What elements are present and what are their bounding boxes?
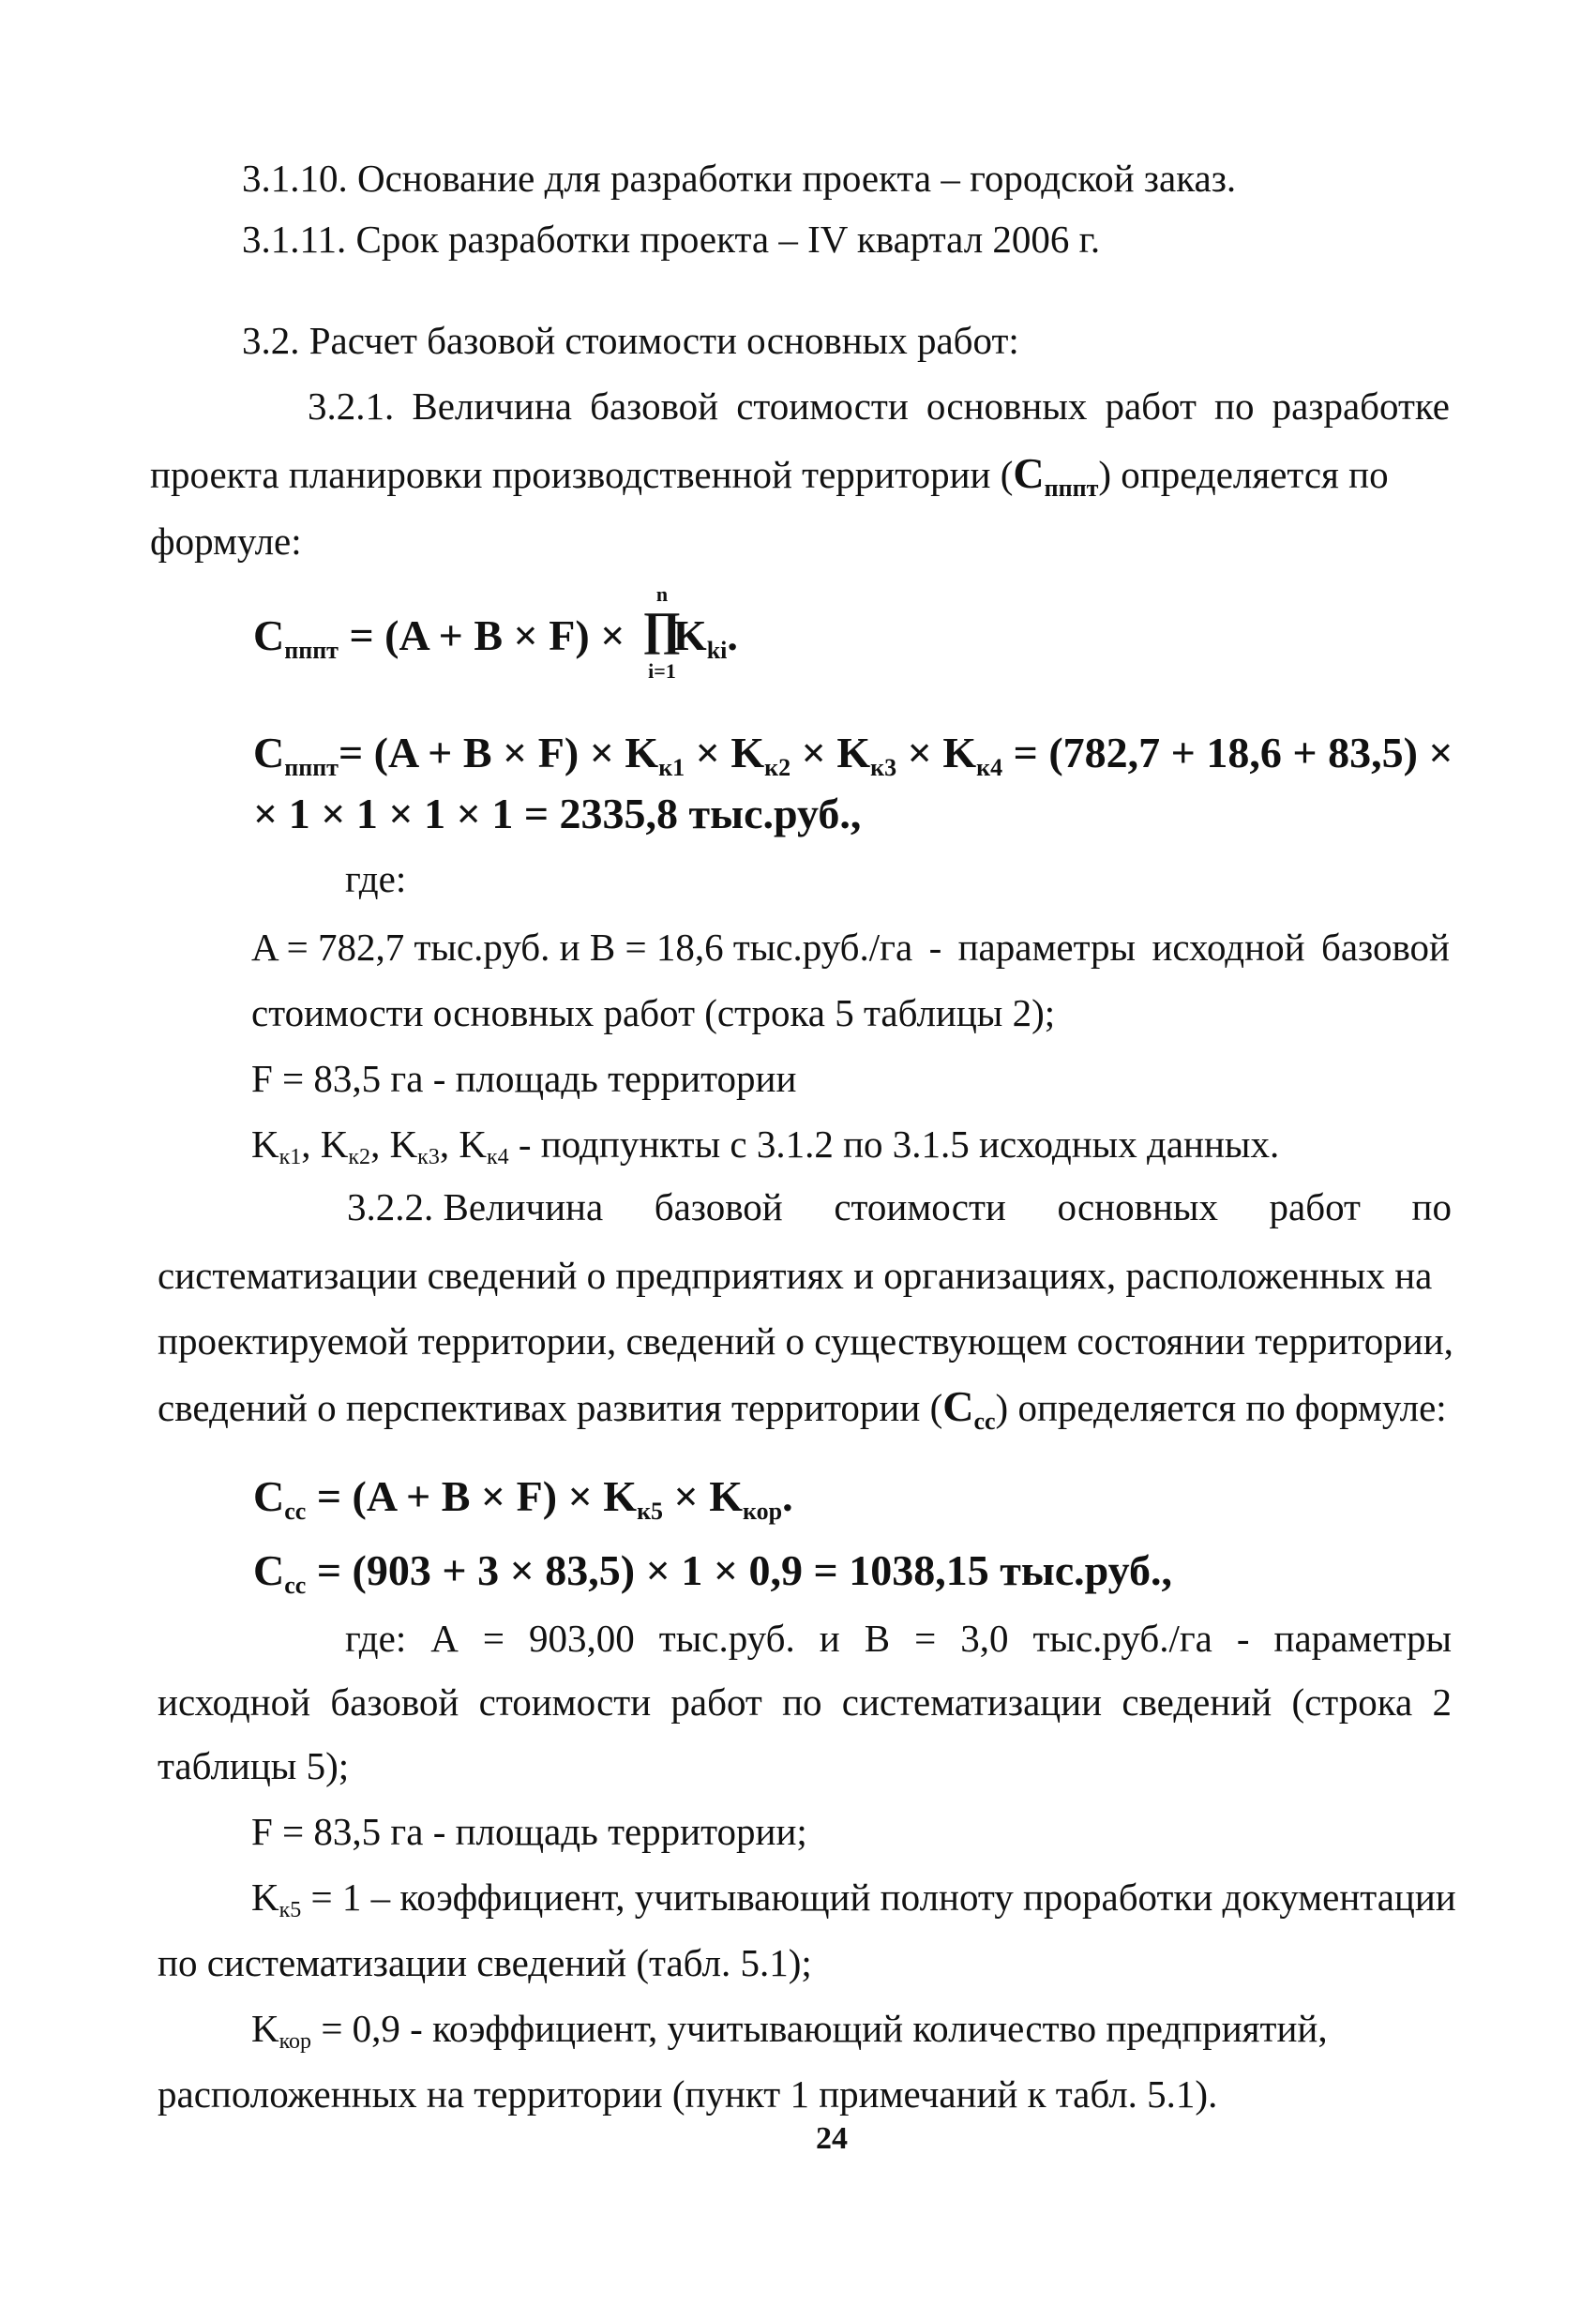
formula-4-expression: = (903 + 3 × 83,5) × 1 × 0,9 = 1038,15 тыс.руб., [306, 1546, 1173, 1594]
definition-a-b-2-line2 [158, 1679, 1452, 1725]
word: базовой [590, 384, 719, 428]
item-3-1-10: 3.1.10. Основание для разработки проекта – городской заказ. [242, 157, 1237, 200]
text: ) определяется по [1098, 453, 1389, 496]
word: по [1411, 1185, 1452, 1228]
definition-k5-line2: по систематизации сведений (табл. 5.1); [158, 1941, 812, 1984]
formula-2-line2: × 1 × 1 × 1 × 1 = 2335,8 тыс.руб., [253, 790, 862, 837]
word: базовой [654, 1185, 783, 1228]
subscript-k5: к5 [279, 1898, 302, 1922]
subscript-k4: к4 [486, 1145, 509, 1169]
definition-kkor-line2: расположенных на территории (пункт 1 примечаний к табл. 5.1). [158, 2072, 1218, 2116]
word: работ [670, 1680, 762, 1724]
subscript-k1: к1 [658, 754, 685, 781]
word: = [914, 1617, 937, 1660]
symbol-k: K [251, 2007, 279, 2050]
formula-2-line1 [253, 727, 1453, 779]
subscript-kor: кор [743, 1498, 783, 1525]
text: сведений о перспективах развития территории ( [158, 1386, 943, 1429]
word: базовой [1320, 926, 1450, 969]
subscript-k2: к2 [348, 1145, 371, 1169]
symbol-k: K [709, 1472, 744, 1520]
definition-k5-line1 [251, 1874, 1456, 1921]
paragraph-3-2-1-line2 [150, 449, 1389, 502]
text: ) определяется по формуле: [995, 1386, 1447, 1429]
symbol-k: K [389, 1122, 418, 1166]
symbol-k: K [672, 611, 707, 659]
definition-kkor-line1 [251, 2005, 1328, 2052]
word: и [819, 1617, 840, 1660]
formula-1-expression: = (A + B × F) × [338, 611, 636, 659]
definition-f-2: F = 83,5 га - площадь территории; [251, 1810, 807, 1853]
paragraph-3-2-2-line4 [158, 1382, 1447, 1435]
paragraph-3-2-2-line2: систематизации сведений о предприятиях и организациях, расположенных на [158, 1254, 1433, 1297]
subscript-pppt: пппт [284, 637, 339, 664]
subscript-k4: к4 [976, 754, 1003, 781]
word: систематизации [841, 1680, 1103, 1724]
paragraph-3-2-2-line1 [347, 1183, 1452, 1230]
formula-3 [253, 1470, 793, 1523]
subscript-pppt: пппт [284, 754, 339, 781]
word: работ [1105, 384, 1197, 428]
symbol-k: K [320, 1122, 349, 1166]
times-sign: × [685, 729, 731, 776]
subscript-k1: к1 [279, 1145, 302, 1169]
symbol-c: C [253, 1472, 285, 1520]
text: проекта планировки производственной территории ( [150, 453, 1014, 496]
word: 3.2.2. Величина [347, 1185, 604, 1228]
symbol-c: C [942, 1382, 974, 1430]
subscript-ss: сс [973, 1408, 996, 1435]
word: стоимости [834, 1185, 1006, 1228]
subscript-k5: к5 [637, 1498, 664, 1525]
item-3-1-11: 3.1.11. Срок разработки проекта – IV квартал 2006 г. [242, 218, 1101, 261]
subscript-kor: кор [279, 2029, 312, 2054]
formula-3-expression: = (A + B × F) × [306, 1472, 604, 1520]
subscript-ki: ki [706, 637, 728, 664]
symbol-k: K [625, 729, 659, 776]
definition-a-b-line2: стоимости основных работ (строка 5 таблицы 2); [251, 991, 1056, 1034]
formula-3-end: . [782, 1472, 793, 1520]
formula-1-end: . [727, 611, 738, 659]
word: стоимости [478, 1680, 652, 1724]
product-icon: ∏ [642, 602, 682, 655]
definition-a-b-2-line1 [345, 1615, 1452, 1662]
symbol-k: K [251, 1876, 279, 1919]
where-label: где: [345, 857, 407, 900]
word: 3,0 [960, 1617, 1009, 1660]
product-upper-limit: n [655, 582, 669, 606]
word: B [864, 1617, 891, 1660]
symbol-k: K [836, 729, 871, 776]
section-3-2-heading: 3.2. Расчет базовой стоимости основных работ: [242, 319, 1019, 362]
word: тыс.руб./га [1032, 1617, 1212, 1660]
paragraph-3-2-1-line3: формуле: [150, 520, 302, 563]
formula-2-result-part: = (782,7 + 18,6 + 83,5) × [1002, 729, 1453, 776]
word: исходной [1152, 926, 1305, 969]
word: (строка [1291, 1680, 1413, 1724]
definition-k-coefficients: $K_{к1}$, $K_{к2}$, $K_{к3}$, $K_{к4}$ - подпункты с 3.1.2 по 3.1.5 исходных данных. [251, 1122, 1280, 1169]
symbol-c: C [1013, 449, 1045, 497]
word: разработке [1272, 384, 1450, 428]
word: по [782, 1680, 822, 1724]
paragraph-3-2-2-line3: проектируемой территории, сведений о существующем состоянии территории, [158, 1319, 1453, 1363]
symbol-k: K [942, 729, 977, 776]
word: Величина [412, 384, 572, 428]
symbol-c: C [253, 611, 285, 659]
times-sign: × [663, 1472, 710, 1520]
definition-text: = 0,9 - коэффициент, учитывающий количество предприятий, [311, 2007, 1328, 2050]
definition-text: A = 782,7 тыс.руб. и B = 18,6 тыс.руб./га [251, 926, 913, 969]
formula-2-expression: = (A + B × F) × [338, 729, 625, 776]
definition-text: - подпункты с 3.1.2 по 3.1.5 исходных данных. [508, 1122, 1280, 1166]
dash: - [928, 926, 942, 969]
subscript-ss: сс [284, 1572, 307, 1599]
subscript-k3: к3 [870, 754, 897, 781]
formula-4 [253, 1544, 1172, 1597]
subscript-k2: к2 [764, 754, 791, 781]
definition-a-b-line1 [251, 924, 1450, 971]
word: базовой [330, 1680, 459, 1724]
word: стоимости [736, 384, 909, 428]
symbol-c: C [253, 729, 285, 776]
paragraph-3-2-1-line1 [308, 383, 1450, 429]
word: сведений [1122, 1680, 1272, 1724]
symbol-k: K [251, 1122, 279, 1166]
page-number: 24 [816, 2121, 848, 2156]
definition-a-b-2-line3: таблицы 5); [158, 1744, 350, 1787]
word: 2 [1432, 1680, 1452, 1724]
word: основных [926, 384, 1088, 428]
subscript-ss: сс [284, 1498, 307, 1525]
word: по [1214, 384, 1255, 428]
word: параметры [957, 926, 1137, 969]
word: 903,00 [529, 1617, 635, 1660]
symbol-k: K [603, 1472, 638, 1520]
word: работ [1269, 1185, 1361, 1228]
symbol-k: K [459, 1122, 487, 1166]
word: A [430, 1617, 459, 1660]
times-sign: × [790, 729, 837, 776]
word: исходной [158, 1680, 311, 1724]
word: основных [1057, 1185, 1218, 1228]
where-label: где: [345, 1617, 407, 1660]
product-lower-limit: i=1 [648, 659, 676, 683]
subscript-k3: к3 [417, 1145, 440, 1169]
definition-f-1: F = 83,5 га - площадь территории [251, 1057, 797, 1100]
times-sign: × [896, 729, 943, 776]
subscript-pppt: пппт [1044, 475, 1099, 502]
definition-text: = 1 – коэффициент, учитывающий полноту проработки документации [301, 1876, 1456, 1919]
word: - [1236, 1617, 1250, 1660]
word: = [482, 1617, 504, 1660]
word: 3.2.1. [308, 384, 395, 428]
symbol-k: K [730, 729, 765, 776]
word: тыс.руб. [658, 1617, 795, 1660]
word: параметры [1273, 1617, 1452, 1660]
symbol-c: C [253, 1546, 285, 1594]
